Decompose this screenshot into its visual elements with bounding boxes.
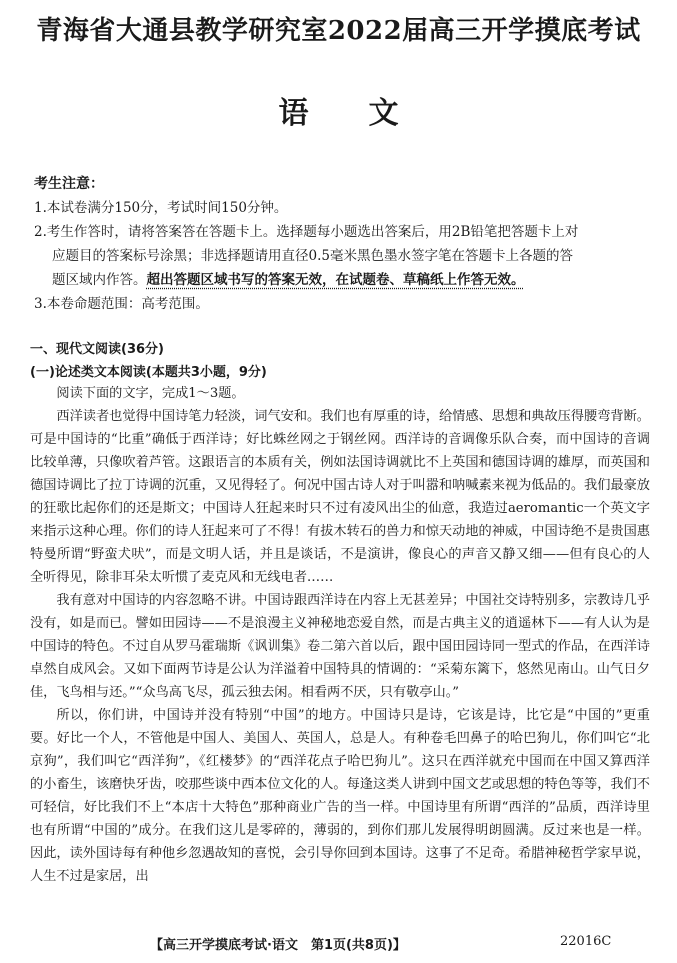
notice-item-2-line-a: 2.考生作答时，请将答案答在答题卡上。选择题每小题选出答案后，用2B铅笔把答题卡上对 bbox=[34, 224, 579, 240]
candidate-notice bbox=[34, 172, 644, 316]
reading-instruction: 阅读下面的文字，完成1～3题。 bbox=[56, 386, 245, 401]
passage-paragraph-1: 西洋读者也觉得中国诗笔力轻淡，词气安和。我们也有厚重的诗，给情感、思想和典故压得腰弯背断。可是中国诗的“比重”确低于西洋诗；好比蛛丝网之于钢丝网。西洋诗的音调像乐队合奏，而中国诗的音调比较单薄，只像吹着芦管。这跟语言的本质有关，例如法国诗调就比不上英国和德国诗调的雄厚，而英国和德国诗调比了拉丁诗调的沉重，又见得轻了。何况中国古诗人对于叫嚣和呐喊素来视为低品的。我们最豪放的狂歌比起你们的还是斯文；中国诗人狂起来时只不过有凌风出尘的仙意，我造过aeromantic一个英文字来指示这种心理。你们的诗人狂起来可了不得！有拔木转石的兽力和惊天动地的神威，中国诗绝不是贵国惠特曼所谓“野蛮犬吠”，而是文明人话，并且是谈话，不是演讲，像良心的声音又静又细——但有良心的人全听得见，除非耳朵太听惯了麦克风和无线电者…… bbox=[30, 409, 650, 585]
section-heading: 一、现代文阅读(36分) bbox=[30, 342, 164, 357]
reading-passage bbox=[30, 382, 650, 888]
subsection-heading: (一)论述类文本阅读(本题共3小题，9分) bbox=[30, 365, 267, 380]
notice-item-1: 1.本试卷满分150分，考试时间150分钟。 bbox=[34, 200, 288, 216]
notice-heading: 考生注意： bbox=[34, 176, 104, 192]
passage-paragraph-2: 我有意对中国诗的内容忽略不讲。中国诗跟西洋诗在内容上无甚差异；中国社交诗特别多，宗教诗几乎没有，如是而已。譬如田园诗——不是浪漫主义神秘地恋爱自然，而是古典主义的逍遥林下——有人认为是中国诗的特色。不过自从罗马霍瑞斯《讽训集》卷二第六首以后，跟中国田园诗同一型式的作品，在西洋诗卓然自成风会。又如下面两节诗是公认为洋溢着中国特具的情调的：“采菊东篱下，悠然见南山。山气日夕佳，飞鸟相与还。”“众鸟高飞尽，孤云独去闲。相看两不厌，只有敬亭山。” bbox=[30, 593, 650, 700]
notice-item-2-line-b: 应题目的答案标号涂黑；非选择题请用直径0.5毫米黑色墨水签字笔在答题卡上各题的答 bbox=[52, 248, 573, 264]
notice-emphasis: 超出答题区域书写的答案无效，在试题卷、草稿纸上作答无效。 bbox=[146, 272, 525, 288]
notice-item-2 bbox=[34, 220, 644, 292]
notice-item-2-line-c-text: 题区域内作答。 bbox=[52, 272, 147, 288]
notice-item-2-line-c bbox=[34, 268, 644, 292]
footer-exam-code: 22016C bbox=[560, 934, 612, 949]
footer-page-info: 【高三开学摸底考试·语文 第1页(共8页)】 bbox=[150, 938, 406, 953]
subject-title: 语文 bbox=[278, 96, 459, 131]
exam-title: 青海省大通县教学研究室2022届高三开学摸底考试 bbox=[36, 16, 641, 46]
notice-item-3: 3.本卷命题范围：高考范围。 bbox=[34, 296, 209, 312]
passage-paragraph-3: 所以，你们讲，中国诗并没有特别“中国”的地方。中国诗只是诗，它该是诗，比它是“中国的”更重要。好比一个人，不管他是中国人、美国人、英国人，总是人。有种卷毛凹鼻子的哈巴狗儿，你们叫它“北京狗”，我们叫它“西洋狗”，《红楼梦》的“西洋花点子哈巴狗儿”。这只在西洋就充中国而在中国又算西洋的小畜生，该磨快牙齿，咬那些谈中西本位文化的人。每逢这类人讲到中国文艺或思想的特色等等，我们不可轻信，好比我们不上“本店十大特色”那种商业广告的当一样。中国诗里有所谓“西洋的”品质，西洋诗里也有所谓“中国的”成分。在我们这儿是零碎的，薄弱的，到你们那儿发展得明朗圆满。反过来也是一样。因此，读外国诗每有种他乡忽遇故知的喜悦，会引导你回到本国诗。这事了不足奇。希腊神秘哲学家早说，人生不过是家居，出 bbox=[30, 708, 650, 884]
